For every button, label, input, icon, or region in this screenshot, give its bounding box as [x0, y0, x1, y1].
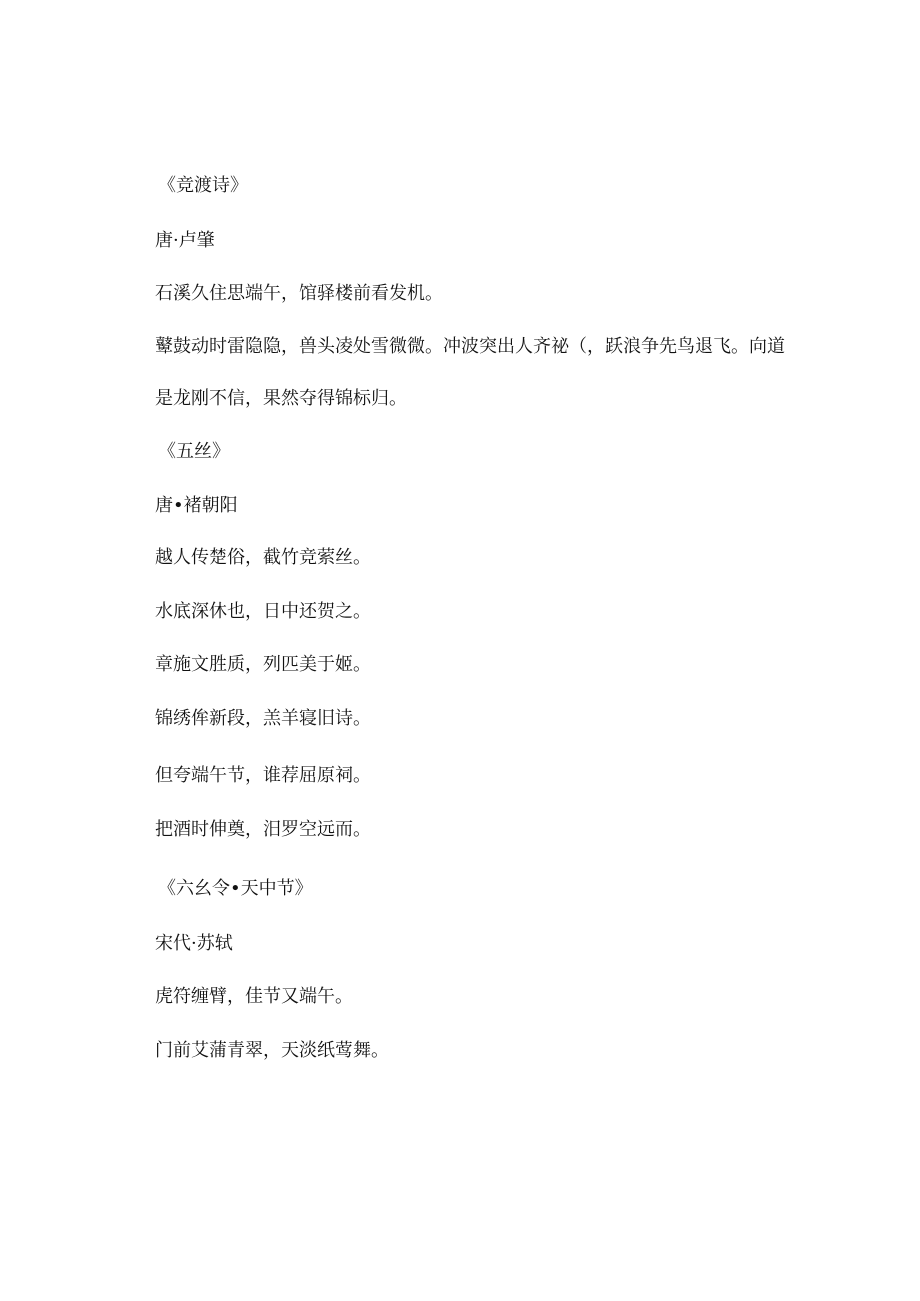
poem-author: 唐•褚朝阳 — [155, 495, 238, 516]
poem-line: 是龙刚不信，果然夺得锦标归。 — [155, 388, 407, 409]
poem-line: 章施文胜质，列匹美于姬。 — [155, 654, 371, 675]
poem-title: 《五丝》 — [158, 441, 230, 462]
poem-line: 鼙鼓动时雷隐隐，兽头凌处雪微微。冲波突出人齐祕（，跃浪争先鸟退飞。向道 — [155, 336, 785, 357]
poem-title: 《竞渡诗》 — [158, 175, 248, 196]
poem-line: 锦绣侔新段，羔羊寝旧诗。 — [155, 708, 371, 729]
poem-line: 把酒时伸奠，汨罗空远而。 — [155, 819, 371, 840]
poem-title: 《六幺令•天中节》 — [158, 878, 313, 899]
poem-line: 石溪久住思端午，馆驿楼前看发机。 — [155, 283, 443, 304]
poem-author: 唐·卢肇 — [155, 230, 215, 251]
poem-line: 越人传楚俗，截竹竞萦丝。 — [155, 547, 371, 568]
poem-line: 水底深休也，日中还贺之。 — [155, 601, 371, 622]
poem-author: 宋代·苏轼 — [155, 933, 233, 954]
poem-line: 门前艾蒲青翠，天淡纸莺舞。 — [155, 1040, 389, 1061]
poem-line: 虎符缠臂，佳节又端午。 — [155, 986, 353, 1007]
poem-line: 但夸端午节，谁荐屈原祠。 — [155, 765, 371, 786]
